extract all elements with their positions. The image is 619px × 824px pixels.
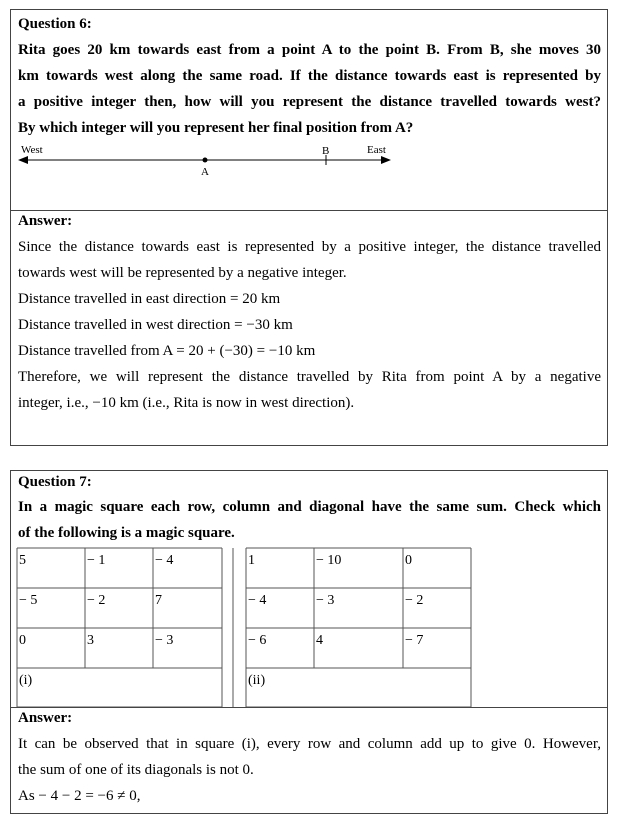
question-7-text-line: In a magic square each row, column and diagonal have the same sum. Check which — [18, 499, 601, 515]
square-ii-cell: − 3 — [316, 593, 335, 608]
square-ii-cell: − 4 — [248, 593, 267, 608]
east-label: East — [367, 144, 386, 156]
square-i-cell: 3 — [87, 633, 94, 648]
square-ii-cell: − 10 — [316, 553, 342, 568]
answer-line: Therefore, we will represent the distance travelled by Rita from point A by a negative — [18, 369, 601, 385]
square-i-cell: 5 — [19, 553, 26, 568]
answer-line: Distance travelled in east direction = 20 km — [18, 291, 281, 307]
square-ii-cell: − 7 — [405, 633, 424, 648]
east-arrow-icon — [381, 156, 391, 164]
square-ii-cell: 0 — [405, 553, 412, 568]
answer-line: towards west will be represented by a negative integer. — [18, 265, 347, 281]
square-i-cell: − 4 — [155, 553, 174, 568]
answer-line: Distance travelled from A = 20 + (−30) = −10 km — [18, 343, 316, 359]
answer-line: Distance travelled in west direction = −30 km — [18, 317, 293, 333]
square-i-cell: 0 — [19, 633, 26, 648]
answer-heading: Answer: — [18, 710, 73, 726]
square-i-cell: − 3 — [155, 633, 174, 648]
number-line — [11, 10, 609, 210]
square-i-cell: − 5 — [19, 593, 38, 608]
point-b-label: B — [322, 145, 330, 157]
square-ii-cell: 1 — [248, 553, 255, 568]
square-ii-label: (ii) — [248, 673, 266, 688]
question-6-text-line: By which integer will you represent her final position from A? — [18, 120, 414, 136]
answer-line: integer, i.e., −10 km (i.e., Rita is now in west direction). — [18, 395, 355, 411]
answer-heading: Answer: — [18, 213, 73, 229]
answer-line: It can be observed that in square (i), every row and column add up to give 0. However, — [18, 736, 601, 752]
square-ii-cell: − 6 — [248, 633, 267, 648]
answer-line: Since the distance towards east is represented by a positive integer, the distance travelled — [18, 239, 601, 255]
point-a-marker — [203, 158, 208, 163]
answer-line: As − 4 − 2 = −6 ≠ 0, — [18, 788, 141, 804]
question-7-box — [10, 470, 608, 814]
question-6-heading: Question 6: — [18, 16, 92, 32]
question-6-text-line: a positive integer then, how will you represent the distance travelled towards west? — [18, 94, 601, 110]
question-6-box — [10, 9, 608, 446]
point-a-label: A — [201, 166, 209, 178]
answer-line: the sum of one of its diagonals is not 0. — [18, 762, 254, 778]
square-i-cell: − 1 — [87, 553, 106, 568]
question-6-text-line: km towards west along the same road. If the distance towards east is represented by — [18, 68, 601, 84]
square-i-cell: 7 — [155, 593, 162, 608]
west-arrow-icon — [18, 156, 28, 164]
square-ii-cell: − 2 — [405, 593, 424, 608]
west-label: West — [21, 144, 43, 156]
square-ii-cell: 4 — [316, 633, 323, 648]
square-i-label: (i) — [19, 673, 33, 688]
question-7-text-line: of the following is a magic square. — [18, 525, 235, 541]
square-i-cell: − 2 — [87, 593, 106, 608]
question-6-text-line: Rita goes 20 km towards east from a point A to the point B. From B, she moves 30 — [18, 42, 601, 58]
question-7-heading: Question 7: — [18, 474, 92, 490]
